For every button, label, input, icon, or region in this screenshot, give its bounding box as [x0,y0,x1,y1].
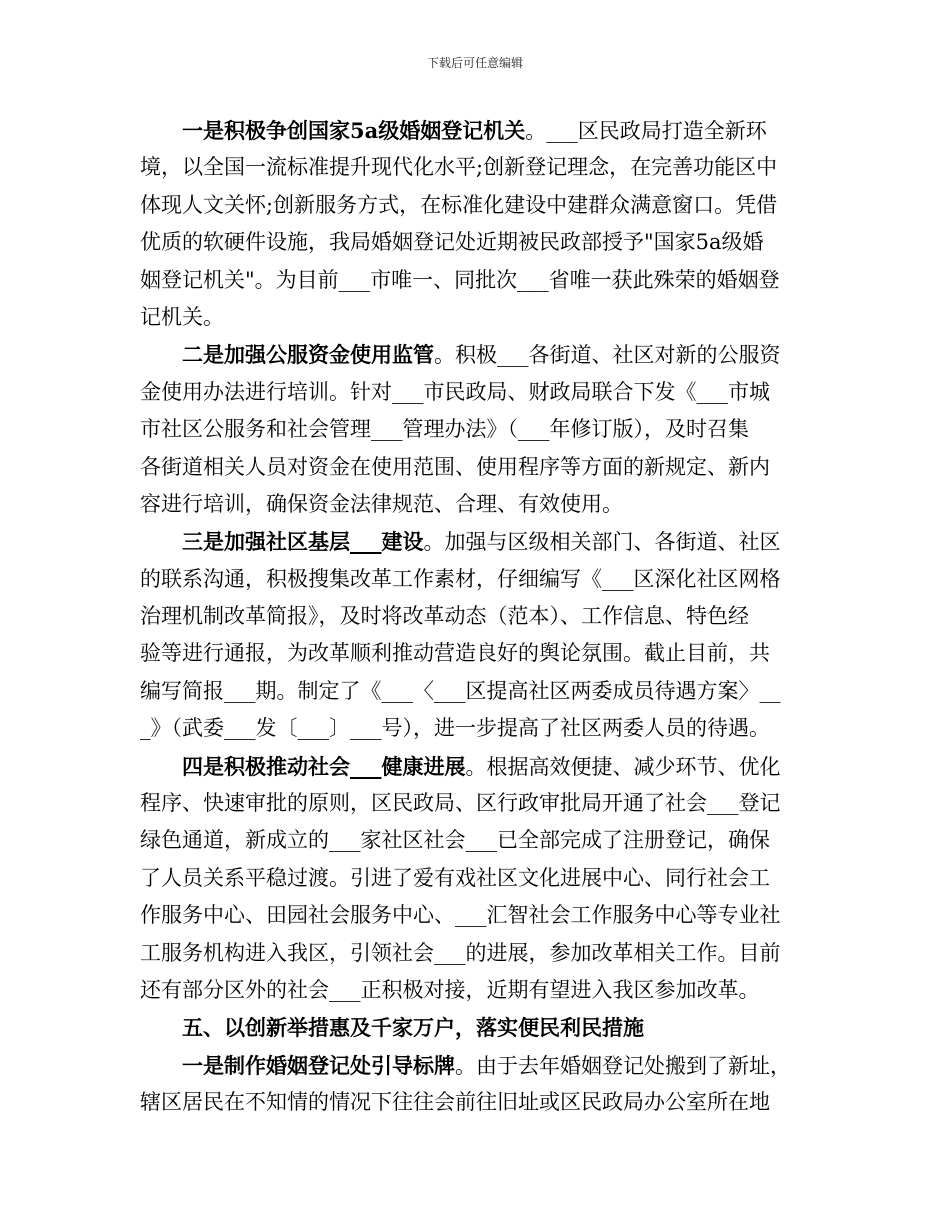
paragraph-lead: 三是加强社区基层___建设 [182,529,424,555]
paragraph-lead: 四是积极推动社会___健康进展 [182,753,466,779]
paragraph-line [140,523,812,560]
paragraph-line [140,336,812,373]
document-body [140,112,812,1122]
paragraph-line: 市社区公服务和社会管理___管理办法》（___年修订版），及时召集 [140,417,749,442]
page-header: 下载后可任意编辑 [426,56,523,70]
paragraph-line: 姻登记机关"。为目前___市唯一、同批次___省唯一获此殊荣的婚姻登 [140,267,780,292]
paragraph-line [140,112,812,149]
paragraph-line [140,748,812,785]
paragraph-lead: 二是加强公服资金使用监管 [182,342,434,368]
paragraph-line: 的联系沟通，积极搜集改革工作素材，仔细编写《___区深化社区网格 [140,566,781,591]
paragraph-line: 编写简报___期。制定了《___〈___区提高社区两委成员待遇方案〉__ [140,678,781,703]
paragraph-text: 。由于去年婚姻登记处搬到了新址， [455,1053,791,1078]
paragraph-line: 记机关。 [140,304,224,329]
paragraph-line [140,1047,812,1084]
paragraph-line: 各街道相关人员对资金在使用范围、使用程序等方面的新规定、新内 [140,454,770,479]
paragraph-text: 。积极___各街道、社区对新的公服资 [434,343,781,368]
paragraph-text: 。根据高效便捷、减少环节、优化 [465,754,781,779]
paragraph-line: _》（武委___发〔___〕___号），进一步提高了社区两委人员的待遇。 [140,716,770,741]
paragraph-line: 作服务中心、田园社会服务中心、___汇智社会工作服务中心等专业社 [140,903,781,928]
paragraph-text: 。___区民政局打造全新环 [525,119,767,143]
paragraph-line: 辖区居民在不知情的情况下往往会前往旧址或区民政局办公室所在地 [140,1090,770,1115]
paragraph-line: 治理机制改革简报》，及时将改革动态（范本）、工作信息、特色经 [140,604,749,629]
paragraph-line: 绿色通道，新成立的___家社区社会___已全部完成了注册登记，确保 [140,828,770,853]
paragraph-line: 金使用办法进行培训。针对___市民政局、财政局联合下发《___市城 [140,379,770,404]
paragraph-line: 体现人文关怀;创新服务方式，在标准化建设中建群众满意窗口。凭借 [140,192,778,217]
paragraph-line: 还有部分区外的社会___正积极对接，近期有望进入我区参加改革。 [140,977,760,1002]
paragraph-line: 境，以全国一流标准提升现代化水平;创新登记理念，在完善功能区中 [140,155,778,180]
paragraph-line: 容进行培训，确保资金法律规范、合理、有效使用。 [140,491,623,516]
paragraph-line: 优质的软硬件设施，我局婚姻登记处近期被民政部授予"国家5a级婚 [140,230,764,255]
paragraph-text: 。加强与区级相关部门、各街道、社区 [423,530,781,555]
paragraph-lead: 一是积极争创国家5a级婚姻登记机关 [182,118,526,143]
section-heading: 五、以创新举措惠及千家万户，落实便民利民措施 [182,1015,644,1041]
paragraph-line: 程序、快速审批的原则，区民政局、区行政审批局开通了社会___登记 [140,791,781,816]
paragraph-line: 了人员关系平稳过渡。引进了爱有戏社区文化进展中心、同行社会工 [140,865,770,890]
paragraph-lead: 一是制作婚姻登记处引导标牌 [182,1052,455,1078]
paragraph-line: 验等进行通报，为改革顺利推动营造良好的舆论氛围。截止目前，共 [140,641,770,666]
paragraph-line: 工服务机构进入我区，引领社会___的进展，参加改革相关工作。目前 [140,940,781,965]
